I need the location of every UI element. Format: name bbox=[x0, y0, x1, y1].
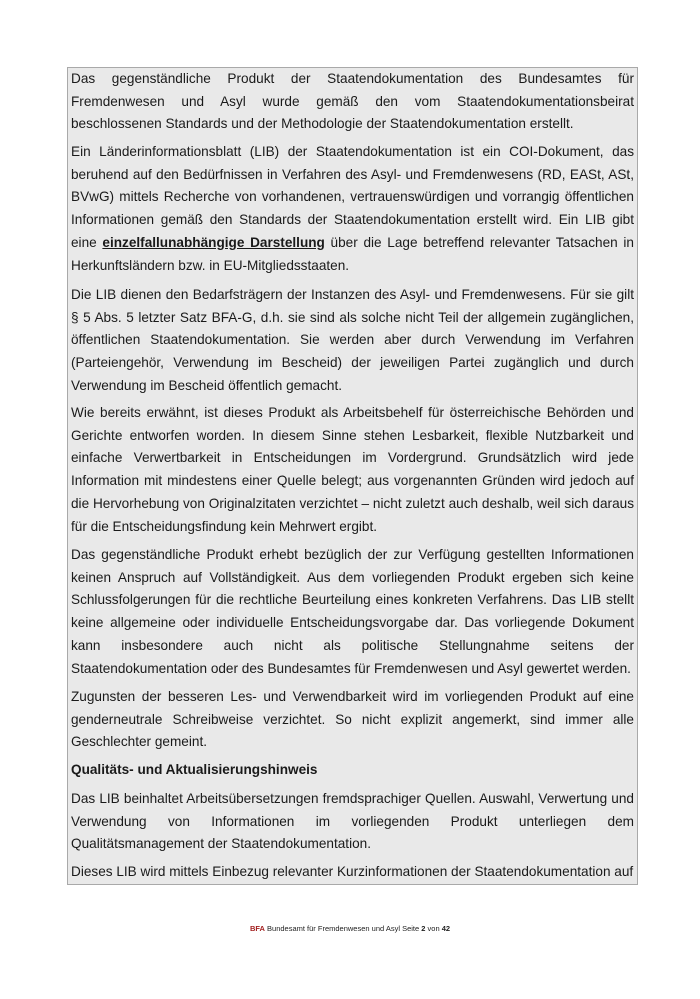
page-total: 42 bbox=[441, 924, 451, 933]
page-footer bbox=[0, 924, 700, 933]
section-heading: Qualitäts- und Aktualisierungshinweis bbox=[71, 762, 318, 777]
bfa-logo-text: BFA bbox=[249, 924, 265, 933]
paragraph-arbeitsbehelf: Wie bereits erwähnt, ist dieses Produkt als Arbeitsbehelf für österreichische Behörden und Gerichte entworfen worden. In diesem Sinne stehen Lesbarkeit, flexible Nutzbarkeit und einfache Verwertbarkeit in Entscheidungen im Vordergrund. Grundsätzlich wird jede Information mit mindestens einer Quelle belegt; aus vorgenannten Gründen wird jedoch auf die Hervorhebung von Originalzitaten verzichtet – nicht zuletzt auch deshalb, weil sich daraus für die Entscheidungsfindung kein Mehrwert ergibt. bbox=[71, 405, 634, 534]
paragraph-aktualisierung: Dieses LIB wird mittels Einbezug relevanter Kurzinformationen der Staatendokumentation auf bbox=[71, 864, 634, 879]
info-box bbox=[67, 67, 638, 885]
paragraph-vollstaendigkeit: Das gegenständliche Produkt erhebt bezüglich der zur Verfügung gestellten Informationen keinen Anspruch auf Vollständigkeit. Aus dem vorliegenden Produkt ergeben sich keine Schlussfolgerungen für die rechtliche Beurteilung eines konkreten Verfahrens. Das LIB stellt keine allgemeine oder individuelle Entscheidungsvorgabe dar. Das vorliegende Dokument kann insbesondere auch nicht als politische Stellungnahme seitens der Staatendokumentation oder des Bundesamtes für Fremdenwesen und Asyl gewertet werden. bbox=[71, 547, 634, 676]
paragraph-intro: Das gegenständliche Produkt der Staatendokumentation des Bundesamtes für Fremdenwesen und Asyl wurde gemäß den vom Staatendokumentationsbeirat beschlossenen Standards und der Methodologie der Staatendokumentation erstellt. bbox=[71, 71, 634, 132]
emphasis-einzelfallunabhaengig: einzelfallunabhängige Darstellung bbox=[102, 234, 325, 250]
paragraph-lib-definition bbox=[68, 141, 637, 277]
paragraph-bedarfstraeger: Die LIB dienen den Bedarfsträgern der Instanzen des Asyl- und Fremdenwesens. Für sie gilt § 5 Abs. 5 letzter Satz BFA-G, d.h. sie sind als solche nicht Teil der allgemein zugänglichen, öffentlichen Staatendokumentation. Sie werden aber durch Verwendung im Verfahren (Parteiengehör, Verwendung im Bescheid) der jeweiligen Partei zugänglich und durch Verwendung im Bescheid öffentlich gemacht. bbox=[71, 287, 634, 393]
paragraph-lib-definition-text-1: Ein Länderinformationsblatt (LIB) der Staatendokumentation ist ein COI-Dokument, das beruhend auf den Bedürfnissen in Verfahren des Asyl- und Fremdenwesens (RD, EASt, ASt, BVwG) mittels Recherche von vorhandenen, vertrauenswürdigen und vorrangig öffentlichen Informationen gemäß den Standards der Staatendokumentation erstellt wird. Ein LIB gibt eine bbox=[71, 144, 634, 250]
paragraph-uebersetzungen: Das LIB beinhaltet Arbeitsübersetzungen fremdsprachiger Quellen. Auswahl, Verwertung und Verwendung von Informationen im vorliegenden Produkt unterliegen dem Qualitätsmanagement der Staatendokumentation. bbox=[71, 791, 634, 852]
page-number: 2 bbox=[421, 924, 426, 933]
paragraph-gender: Zugunsten der besseren Les- und Verwendbarkeit wird im vorliegenden Produkt auf eine genderneutrale Schreibweise verzichtet. So nicht explizit angemerkt, sind immer alle Geschlechter gemeint. bbox=[71, 689, 634, 750]
paragraph-lib-definition-text-2: über die Lage betreffend relevanter Tatsachen in Herkunftsländern bzw. in EU-Mitgliedsstaaten. bbox=[71, 234, 634, 273]
footer-text: Bundesamt für Fremdenwesen und Asyl Seite bbox=[264, 924, 422, 933]
footer-separator: von bbox=[425, 924, 442, 933]
